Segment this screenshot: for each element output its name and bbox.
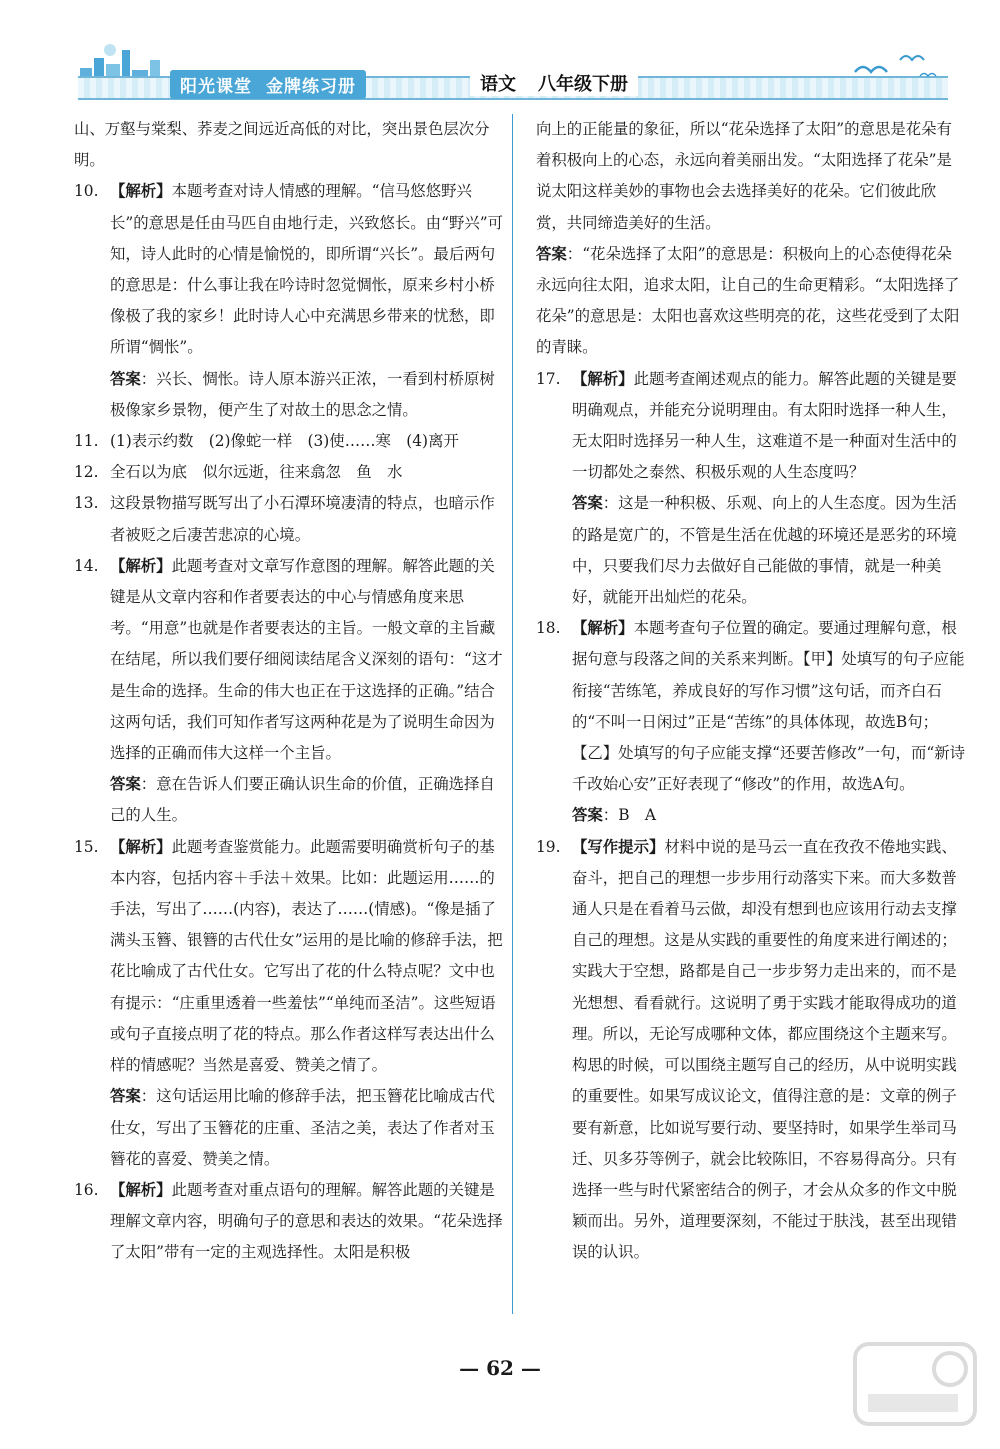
q18-text: 本题考查句子位置的确定。要通过理解句意，根据句意与段落之间的关系来判断。【甲】处填写的句子应能衔接“苦练笔，养成良好的写作习惯”这句话，而齐白石的“不叫一日闲过”正是“苦练”的具体体现，故选B句；【乙】处填写的句子应能支撑“还要苦修改”一句，而“新诗千改始心安”正好表现了“修改”的作用，故选A句。 [572, 619, 965, 794]
brand-part1: 阳光课堂 [180, 77, 252, 97]
q13 [74, 488, 504, 550]
q14-text: 此题考查对文章写作意图的理解。解答此题的关键是从文章内容和作者要表达的中心与情感角度来思考。“用意”也就是作者要表达的主旨。一般文章的主旨藏在结尾，所以我们要仔细阅读结尾含义深刻的语句：“这才是生命的选择。生命的伟大也正在于这选择的正确。”结合这两句话，我们可知作者写这两种花是为了说明生命因为选择的正确而伟大这样一个主旨。 [110, 556, 503, 763]
q17-text: 此题考查阐述观点的能力。解答此题的关键是要明确观点，并能充分说明理由。有太阳时选择一种人生，无太阳时选择另一种人生，这难道不是一种面对生活中的一切都处之泰然、积极乐观的人生态度吗？ [572, 369, 957, 482]
q19-tag: 【写作提示】 [572, 837, 665, 856]
q14-tag: 【解析】 [110, 556, 172, 575]
q13-text: 这段景物描写既写出了小石潭环境凄清的特点，也暗示作者被贬之后凄苦悲凉的心境。 [110, 494, 495, 544]
q10-answer: ：兴长、惆怅。诗人原本游兴正浓，一看到村桥原树极像家乡景物，便产生了对故土的思念之情。 [110, 369, 495, 419]
q18 [536, 613, 966, 831]
left-column [74, 114, 504, 1269]
grade-label: 八年级下册 [538, 74, 628, 95]
right-column [536, 114, 966, 1269]
brand-title [170, 70, 366, 99]
q12 [74, 457, 504, 488]
q11-text: (1)表示约数 (2)像蛇一样 (3)使……寒 (4)离开 [110, 432, 459, 451]
q18-tag: 【解析】 [572, 619, 634, 638]
q14-answer-label: 答案 [110, 775, 141, 794]
q17-answer-label: 答案 [572, 494, 603, 513]
q19-text: 材料中说的是马云一直在孜孜不倦地实践、奋斗，把自己的理想一步步用行动落实下来。而大多数普通人只是在看着马云做，却没有想到也应该用行动去支撑自己的理想。这是从实践的重要性的角度来进行阐述的；实践大于空想，路都是自己一步步努力走出来的，而不是光想想、看看就行。这说明了勇于实践才能取得成功的道理。所以，无论写成哪种文体，都应围绕这个主题来写。构思的时候，可以围绕主题写自己的经历，从中说明实践的重要性。如果写成议论文，值得注意的是：文章的例子要有新意，比如说写要行动、要坚持时，如果学生举司马迁、贝多芬等例子，就会比较陈旧，不容易得高分。只有选择一些与时代紧密结合的例子，才会从众多的作文中脱颖而出。另外，道理要深刻，不能过于肤浅，甚至出现错误的认识。 [572, 837, 957, 1262]
q10-number: 10. [74, 182, 99, 201]
q16-answer-label: 答案 [536, 244, 567, 263]
q16-tag: 【解析】 [110, 1180, 172, 1199]
watermark-stamp-icon [850, 1339, 980, 1429]
q13-number: 13. [74, 494, 99, 513]
subject-label: 语文 [480, 74, 516, 95]
page-header [70, 40, 950, 100]
q18-answer-label: 答案 [572, 806, 603, 825]
q16-answer: ：“花朵选择了太阳”的意思是：积极向上的心态使得花朵永远向往太阳，追求太阳，让自己的生命更精彩。“太阳选择了花朵”的意思是：太阳也喜欢这些明亮的花，这些花受到了太阳的青睐。 [536, 244, 960, 357]
q17-number: 17. [536, 369, 561, 388]
q12-text: 全石以为底 似尔远逝，往来翕忽 鱼 水 [110, 463, 403, 482]
q14-answer: ：意在告诉人们要正确认识生命的价值，正确选择自己的人生。 [110, 775, 495, 825]
q19-number: 19. [536, 837, 561, 856]
q11 [74, 426, 504, 457]
q10-text: 本题考查对诗人情感的理解。“信马悠悠野兴长”的意思是任由马匹自由地行走，兴致悠长。由“野兴”可知，诗人此时的心情是愉悦的，即所谓“兴长”。最后两句的意思是：什么事让我在吟诗时忽觉惆怅，原来乡村小桥像极了我的家乡！此时诗人心中充满思乡带来的忧愁，即所谓“惆怅”。 [110, 182, 503, 357]
q17-tag: 【解析】 [572, 369, 634, 388]
q15-answer: ：这句话运用比喻的修辞手法，把玉簪花比喻成古代仕女，写出了玉簪花的庄重、圣洁之美，表达了作者对玉簪花的喜爱、赞美之情。 [110, 1087, 495, 1168]
column-divider [512, 114, 513, 1314]
brand-part2: 金牌练习册 [266, 77, 356, 97]
q19 [536, 832, 966, 1269]
q17-answer: ：这是一种积极、乐观、向上的人生态度。因为生活的路是宽广的，不管是生活在优越的环境还是恶劣的环境中，只要我们尽力去做好自己能做的事情，就是一种美好，就能开出灿烂的花朵。 [572, 494, 957, 607]
q10 [74, 176, 504, 426]
q16 [74, 1175, 504, 1269]
q10-answer-label: 答案 [110, 369, 141, 388]
q15-text: 此题考查鉴赏能力。此题需要明确赏析句子的基本内容，包括内容＋手法＋效果。比如：此题运用……的手法，写出了……(内容)，表达了……(情感)。“像是插了满头玉簪、银簪的古代仕女”运用的是比喻的修辞手法，把花比喻成了古代仕女。它写出了花的什么特点呢？文中也有提示：“庄重里透着一些羞怯”“单纯而圣洁”。这些短语或句子直接点明了花的特点。那么作者这样写表达出什么样的情感呢？当然是喜爱、赞美之情了。 [110, 837, 503, 1075]
q10-tag: 【解析】 [110, 182, 172, 201]
q12-number: 12. [74, 463, 99, 482]
q16-number: 16. [74, 1180, 99, 1199]
q15-tag: 【解析】 [110, 837, 172, 856]
q14-number: 14. [74, 556, 99, 575]
q9-continuation: 山、万壑与棠梨、荞麦之间远近高低的对比，突出景色层次分明。 [74, 120, 490, 170]
q17 [536, 364, 966, 614]
q16-continuation [536, 114, 966, 364]
q15 [74, 832, 504, 1175]
q16-text: 此题考查对重点语句的理解。解答此题的关键是理解文章内容，明确句子的意思和表达的效果。“花朵选择了太阳”带有一定的主观选择性。太阳是积极 [110, 1180, 503, 1262]
q14 [74, 551, 504, 832]
q15-answer-label: 答案 [110, 1087, 141, 1106]
q11-number: 11. [74, 432, 99, 451]
q15-number: 15. [74, 837, 99, 856]
birds-icon [850, 42, 940, 82]
subject-title [470, 70, 638, 96]
page-number: — 62 — [459, 1356, 541, 1380]
q16-cont-text: 向上的正能量的象征，所以“花朵选择了太阳”的意思是花朵有着积极向上的心态，永远向着美丽出发。“太阳选择了花朵”是说太阳这样美妙的事物也会去选择美好的花朵。它们彼此欣赏，共同缔造美好的生活。 [536, 120, 952, 232]
q18-answer: ：B A [602, 806, 657, 825]
q18-number: 18. [536, 619, 561, 638]
